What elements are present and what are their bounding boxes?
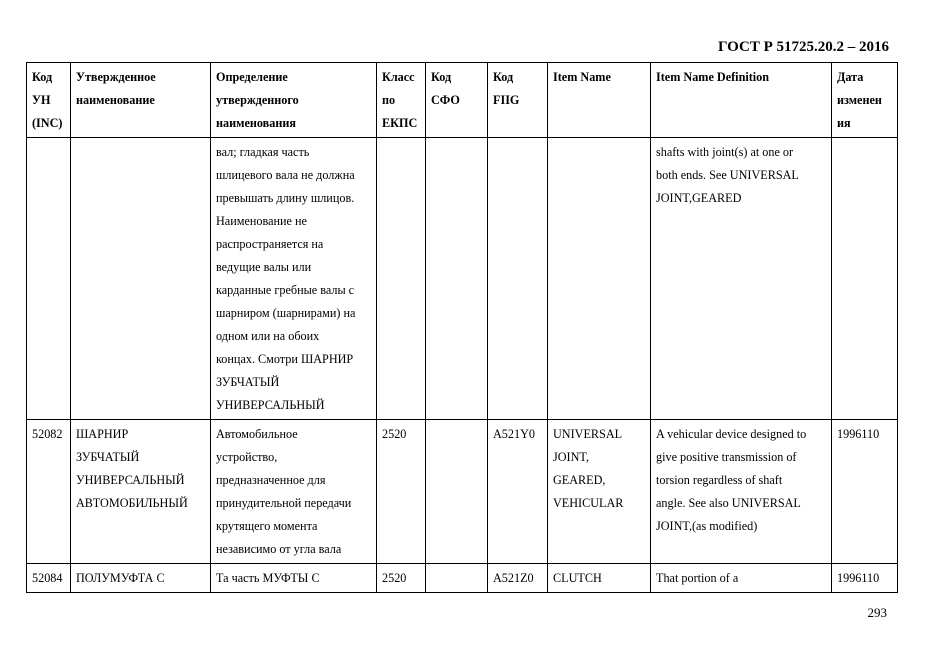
cell-inc xyxy=(27,138,71,420)
cell-sfo-code xyxy=(426,420,488,564)
cell-approved-name: ШАРНИР ЗУБЧАТЫЙ УНИВЕРСАЛЬНЫЙ АВТОМОБИЛЬНЫЙ xyxy=(71,420,211,564)
col-header-item-definition: Item Name Definition xyxy=(651,63,832,138)
col-header-definition: Определение утвержденного наименования xyxy=(211,63,377,138)
cell-item-name: CLUTCH xyxy=(548,564,651,593)
cell-fiig-code: A521Y0 xyxy=(488,420,548,564)
cell-change-date xyxy=(832,138,898,420)
cell-item-definition: That portion of a xyxy=(651,564,832,593)
col-header-approved-name: Утвержденное наименование xyxy=(71,63,211,138)
cell-item-definition: A vehicular device designed to give positive transmission of torsion regardless of shaft angle. See also UNIVERSAL JOINT,(as modified) xyxy=(651,420,832,564)
table-header-row xyxy=(27,63,898,138)
col-header-ekps-class: Класс по ЕКПС xyxy=(377,63,426,138)
table-row xyxy=(27,420,898,564)
cell-fiig-code: A521Z0 xyxy=(488,564,548,593)
col-header-inc: Код УН (INC) xyxy=(27,63,71,138)
cell-change-date: 1996110 xyxy=(832,564,898,593)
cell-approved-name: ПОЛУМУФТА С xyxy=(71,564,211,593)
col-header-sfo-code: Код СФО xyxy=(426,63,488,138)
col-header-change-date: Дата изменен ия xyxy=(832,63,898,138)
cell-definition: вал; гладкая часть шлицевого вала не должна превышать длину шлицов. Наименование не распространяется на ведущие валы или карданные гребные валы с шарниром (шарнирами) на одном или на обоих концах. Смотри ШАРНИР ЗУБЧАТЫЙ УНИВЕРСАЛЬНЫЙ xyxy=(211,138,377,420)
cell-change-date: 1996110 xyxy=(832,420,898,564)
cell-fiig-code xyxy=(488,138,548,420)
cell-definition: Та часть МУФТЫ С xyxy=(211,564,377,593)
document-title: ГОСТ Р 51725.20.2 – 2016 xyxy=(717,39,889,55)
col-header-item-name: Item Name xyxy=(548,63,651,138)
cell-ekps-class xyxy=(377,138,426,420)
cell-inc: 52082 xyxy=(27,420,71,564)
cell-sfo-code xyxy=(426,138,488,420)
cell-ekps-class: 2520 xyxy=(377,420,426,564)
catalog-table xyxy=(26,62,898,593)
cell-inc: 52084 xyxy=(27,564,71,593)
col-header-fiig-code: Код FIIG xyxy=(488,63,548,138)
table-row xyxy=(27,564,898,593)
cell-item-name: UNIVERSAL JOINT, GEARED, VEHICULAR xyxy=(548,420,651,564)
cell-item-name xyxy=(548,138,651,420)
table-row xyxy=(27,138,898,420)
cell-item-definition: shafts with joint(s) at one or both ends. See UNIVERSAL JOINT,GEARED xyxy=(651,138,832,420)
cell-definition: Автомобильное устройство, предназначенное для принудительной передачи крутящего момента независимо от угла вала xyxy=(211,420,377,564)
cell-ekps-class: 2520 xyxy=(377,564,426,593)
cell-approved-name xyxy=(71,138,211,420)
cell-sfo-code xyxy=(426,564,488,593)
page-number: 293 xyxy=(867,605,887,620)
